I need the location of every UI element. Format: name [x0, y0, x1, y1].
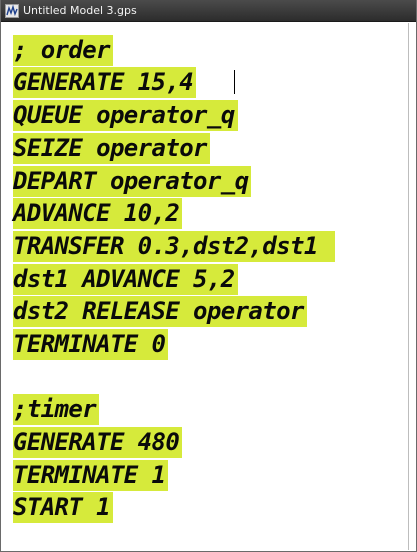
text-caret [234, 70, 235, 94]
code-line-text: GENERATE 15,4 [13, 67, 196, 98]
code-line[interactable] [13, 264, 238, 295]
code-editor[interactable] [1, 23, 410, 550]
code-line-text: ; order [13, 35, 113, 66]
code-line-text: TERMINATE 1 [13, 460, 168, 491]
code-line-text: START 1 [13, 492, 113, 523]
code-line[interactable] [13, 296, 307, 327]
code-line[interactable] [13, 198, 182, 229]
code-line-text: ;timer [13, 394, 99, 425]
code-line[interactable] [13, 67, 196, 98]
code-line-text: DEPART operator_q [13, 166, 251, 197]
code-line[interactable] [13, 492, 113, 523]
code-line[interactable] [13, 100, 238, 131]
code-line[interactable] [13, 460, 168, 491]
code-line[interactable] [13, 133, 210, 164]
code-line[interactable] [13, 394, 99, 425]
code-line[interactable] [13, 329, 168, 360]
title-bar[interactable] [1, 0, 416, 22]
code-line-text: QUEUE operator_q [13, 100, 238, 131]
code-line[interactable] [13, 427, 182, 458]
code-line[interactable] [13, 35, 113, 66]
code-line[interactable] [13, 231, 335, 262]
code-line-text: ADVANCE 10,2 [13, 198, 182, 229]
code-line-text: GENERATE 480 [13, 427, 182, 458]
code-line-text: SEIZE operator [13, 133, 210, 164]
code-line-text: TRANSFER 0.3,dst2,dst1 [13, 231, 335, 262]
editor-scroll-edge[interactable] [408, 23, 416, 550]
gpss-app-icon[interactable] [5, 4, 19, 18]
code-line-text: dst1 ADVANCE 5,2 [13, 264, 238, 295]
code-line[interactable] [13, 166, 251, 197]
code-line-text: TERMINATE 0 [13, 329, 168, 360]
window-title: Untitled Model 3.gps [23, 4, 137, 17]
code-line-text: dst2 RELEASE operator [13, 296, 307, 327]
